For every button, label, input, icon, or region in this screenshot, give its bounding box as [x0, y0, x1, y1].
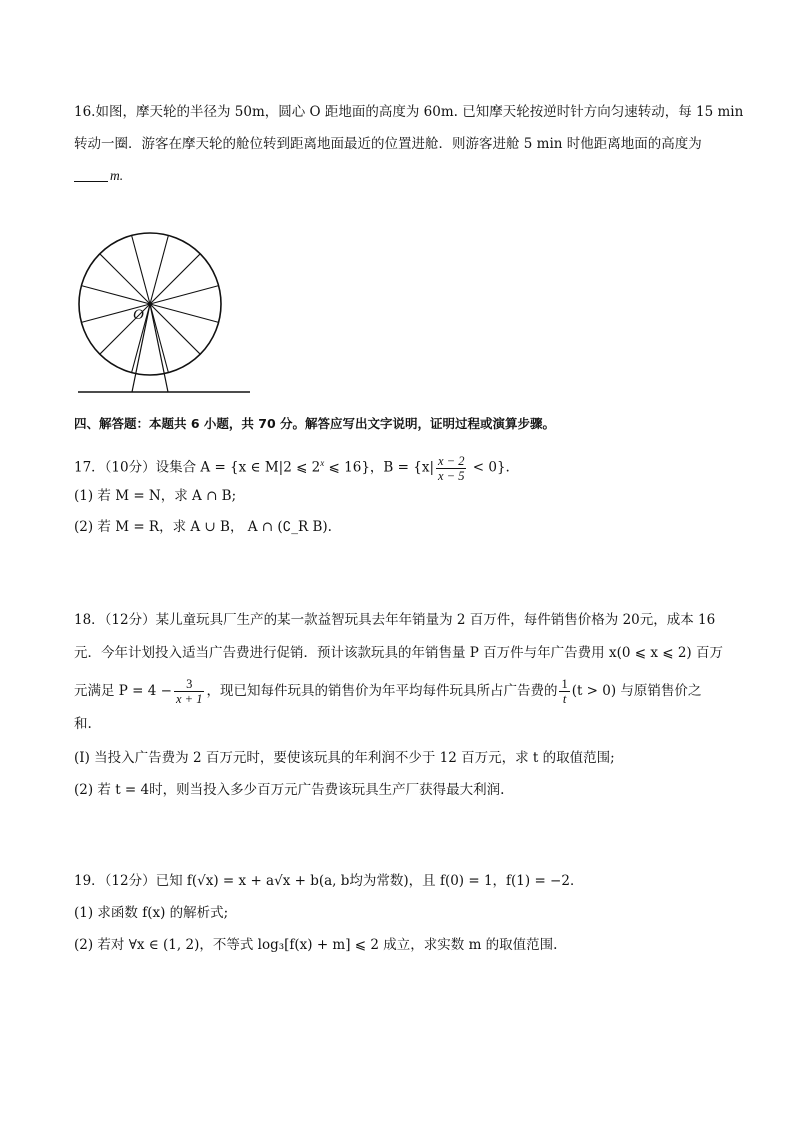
- section-heading: 四、解答题：本题共 6 小题，共 70 分。解答应写出文字说明，证明过程或演算步骤。: [74, 416, 556, 431]
- wheel-spoke: [150, 235, 168, 304]
- q17-superscript: x: [320, 458, 325, 468]
- wheel-spoke: [150, 304, 168, 373]
- q18-line-4: 和.: [74, 716, 92, 732]
- wheel-spoke: [132, 235, 150, 304]
- wheel-spoke: [150, 304, 219, 322]
- q16-line-1: 16.如图，摩天轮的半径为 50m，圆心 O 距地面的高度为 60m. 已知摩天轮按逆时针方向匀速转动，每 15 min: [74, 104, 744, 120]
- q18-part-2: (2) 若 t = 4时，则当投入多少百万元广告费该玩具生产厂获得最大利润.: [74, 782, 505, 798]
- ferris-wheel-figure: [76, 226, 256, 398]
- q18-line-3b: ，现已知每件玩具的销售价为年平均每件玩具所占广告费的: [206, 683, 558, 699]
- center-label-o: O: [133, 307, 144, 323]
- wheel-spoke: [150, 254, 200, 304]
- q18-line-1: 18．（12分）某儿童玩具厂生产的某一款益智玩具去年年销量为 2 百万件，每件销售价格为 20元，成本 16: [74, 612, 716, 628]
- q18-line-3a: 元满足 P = 4 −: [74, 683, 172, 699]
- q19-part-2: (2) 若对 ∀x ∈ (1, 2)，不等式 log₃[f(x) + m] ⩽ 2 成立，求实数 m 的取值范围.: [74, 937, 558, 953]
- q16-line-3: [74, 166, 123, 186]
- q19-part-1: (1) 求函数 f(x) 的解析式;: [74, 905, 229, 921]
- q18-fraction-t: $\frac{1}{t}$: [561, 677, 568, 706]
- q18-line-2: 元．今年计划投入适当广告费进行促销．预计该款玩具的年销售量 P 百万件与年广告费用 x(0 ⩽ x ⩽ 2) 百万: [74, 645, 723, 661]
- q17-stem-b: ⩽ 16}，B = {x|: [324, 459, 434, 476]
- wheel-spoke: [150, 304, 200, 354]
- wheel-spoke: [100, 254, 150, 304]
- q16-unit: m.: [110, 168, 124, 183]
- q16-line-2: 转动一圈．游客在摩天轮的舱位转到距离地面最近的位置进舱．则游客进舱 5 min 时他距离地面的高度为: [74, 136, 702, 152]
- q17-stem: [74, 448, 510, 483]
- q18-line-3c: (t > 0) 与原销售价之: [571, 683, 702, 699]
- q18-line-3: [74, 674, 701, 708]
- wheel-spoke: [150, 286, 219, 304]
- q17-stem-a: 17．（10分）设集合 A = {x ∈ M|2 ⩽ 2: [74, 459, 321, 476]
- q19-stem: 19．（12分）已知 f(√x) = x + a√x + b(a, b均为常数)，且 f(0) = 1，f(1) = −2．: [74, 873, 584, 889]
- q18-fraction-p: $\frac{3}{x + 1}$: [175, 677, 203, 706]
- q17-part-2: (2) 若 M = R，求 A ∪ B， A ∩ (∁_R B).: [74, 519, 332, 535]
- wheel-spoke: [81, 286, 150, 304]
- q18-part-1: (I) 当投入广告费为 2 百万元时，要使该玩具的年利润不少于 12 百万元，求 t 的取值范围;: [74, 750, 615, 766]
- q17-fraction: $\frac{x - 2}{x - 5}$: [438, 453, 465, 483]
- q17-part-1: (1) 若 M = N，求 A ∩ B;: [74, 488, 237, 504]
- q17-stem-c: < 0}.: [468, 459, 510, 476]
- answer-blank: [74, 167, 108, 182]
